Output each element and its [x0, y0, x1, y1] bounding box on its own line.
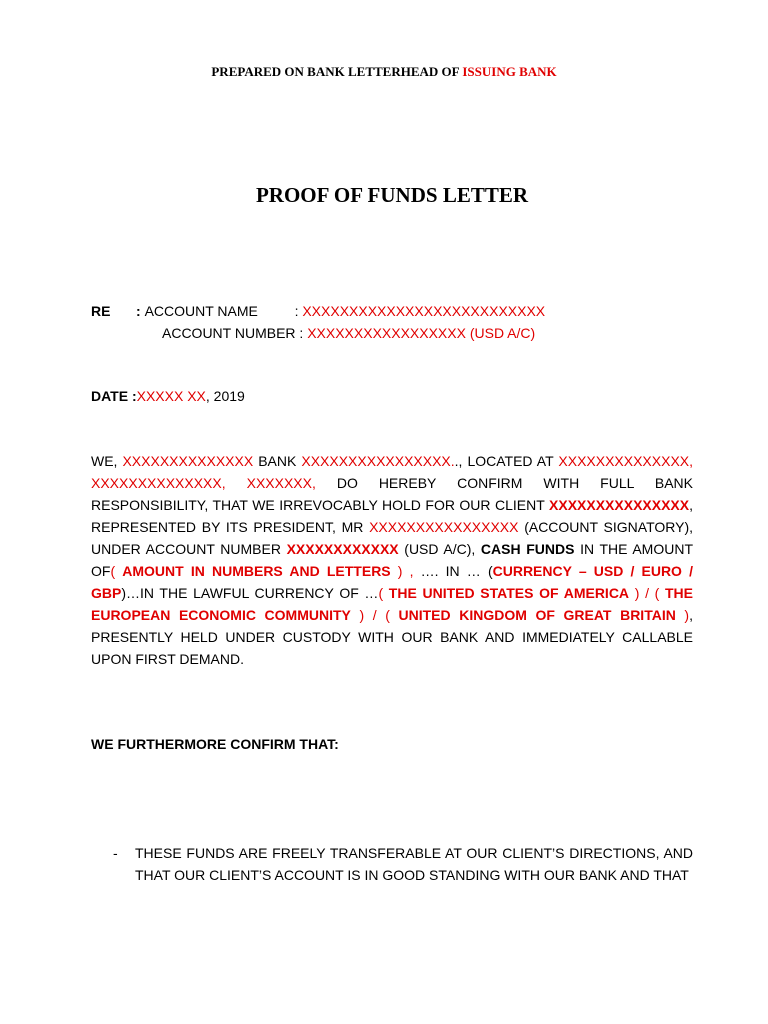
account-number-value: XXXXXXXXXXXXXXXXX (USD A/C) — [307, 325, 536, 341]
bullet-dash: - — [113, 845, 118, 861]
amount-placeholder: AMOUNT IN NUMBERS AND LETTERS — [122, 563, 391, 579]
text-run: …. IN … ( — [420, 563, 493, 579]
account-name-label: ACCOUNT NAME — [144, 303, 258, 319]
date-value: XXXXX XX — [136, 388, 206, 404]
text-run: IN THE AMOUNT OF — [91, 541, 693, 579]
letterhead-note — [0, 64, 768, 80]
confirmation-paragraph-text — [91, 450, 693, 670]
text-run: (ACCOUNT SIGNATORY), UNDER ACCOUNT NUMBER — [91, 519, 694, 557]
paren: ) / ( — [629, 585, 665, 601]
client-placeholder: XXXXXXXXXXXXXXX — [549, 497, 690, 513]
document-title: PROOF OF FUNDS LETTER — [255, 183, 529, 207]
text-run: BANK — [253, 453, 302, 469]
list-item-text: THESE FUNDS ARE FREELY TRANSFERABLE AT OUR CLIENT’S DIRECTIONS, AND THAT OUR CLIENT’S ACCOUNT IS IN GOOD STANDING WITH OUR BANK AND THAT — [135, 845, 693, 883]
confirm-heading: WE FURTHERMORE CONFIRM THAT: — [91, 736, 339, 752]
date-year: , 2019 — [205, 388, 245, 404]
account-number-label: ACCOUNT NUMBER : — [162, 325, 308, 341]
eec-placeholder: THE EUROPEAN ECONOMIC COMMUNITY — [91, 585, 693, 623]
re-block — [91, 300, 545, 344]
currency-placeholder: CURRENCY – USD / EURO / GBP — [91, 563, 693, 601]
bank-suffix-placeholder: XXXXXXXXXXXXXXXX. — [301, 453, 455, 469]
paren: ( — [110, 563, 123, 579]
date-line — [91, 385, 245, 407]
text-run: , PRESENTLY HELD UNDER CUSTODY WITH OUR BANK AND IMMEDIATELY CALLABLE UPON FIRST DEMAND. — [91, 607, 693, 667]
address-placeholder: XXXXXXXXXXXXXX, XXXXXXXXXXXXXX, XXXXXXX, — [91, 453, 694, 491]
bank-name-placeholder: XXXXXXXXXXXXXX — [122, 453, 254, 469]
confirmation-paragraph — [91, 450, 693, 670]
text-run: DO HEREBY CONFIRM WITH FULL BANK RESPONSIBILITY, THAT WE IRREVOCABLY HOLD FOR OUR CLIENT — [91, 475, 693, 513]
re-label: RE — [91, 303, 111, 319]
cash-funds-label: CASH FUNDS — [480, 541, 575, 557]
text-run: , REPRESENTED BY ITS PRESIDENT, MR — [91, 497, 693, 535]
uk-placeholder: UNITED KINGDOM OF GREAT BRITAIN — [398, 607, 676, 623]
paren: ) , — [390, 563, 421, 579]
text-run: ., LOCATED AT — [454, 453, 559, 469]
account-name-sep: : — [294, 303, 303, 319]
confirm-list — [91, 842, 693, 886]
president-placeholder: XXXXXXXXXXXXXXXX — [369, 519, 519, 535]
letterhead-note-prefix: PREPARED ON BANK LETTERHEAD OF — [211, 64, 463, 79]
paren: ) — [675, 607, 690, 623]
list-item — [91, 842, 693, 886]
text-run: (USD A/C), — [398, 541, 481, 557]
re-row-account-name — [91, 300, 545, 322]
account-name-value: XXXXXXXXXXXXXXXXXXXXXXXXXX — [302, 303, 546, 319]
re-row-account-number — [91, 322, 545, 344]
account-number-placeholder: XXXXXXXXXXXX — [286, 541, 399, 557]
date-label: DATE : — [91, 388, 137, 404]
text-run: WE, — [91, 453, 123, 469]
paren: ( — [378, 585, 389, 601]
re-colon: : — [136, 303, 145, 319]
paren: ) / ( — [350, 607, 399, 623]
usa-placeholder: THE UNITED STATES OF AMERICA — [388, 585, 630, 601]
text-run: )…IN THE LAWFUL CURRENCY OF … — [121, 585, 379, 601]
issuing-bank-placeholder: ISSUING BANK — [462, 64, 557, 79]
